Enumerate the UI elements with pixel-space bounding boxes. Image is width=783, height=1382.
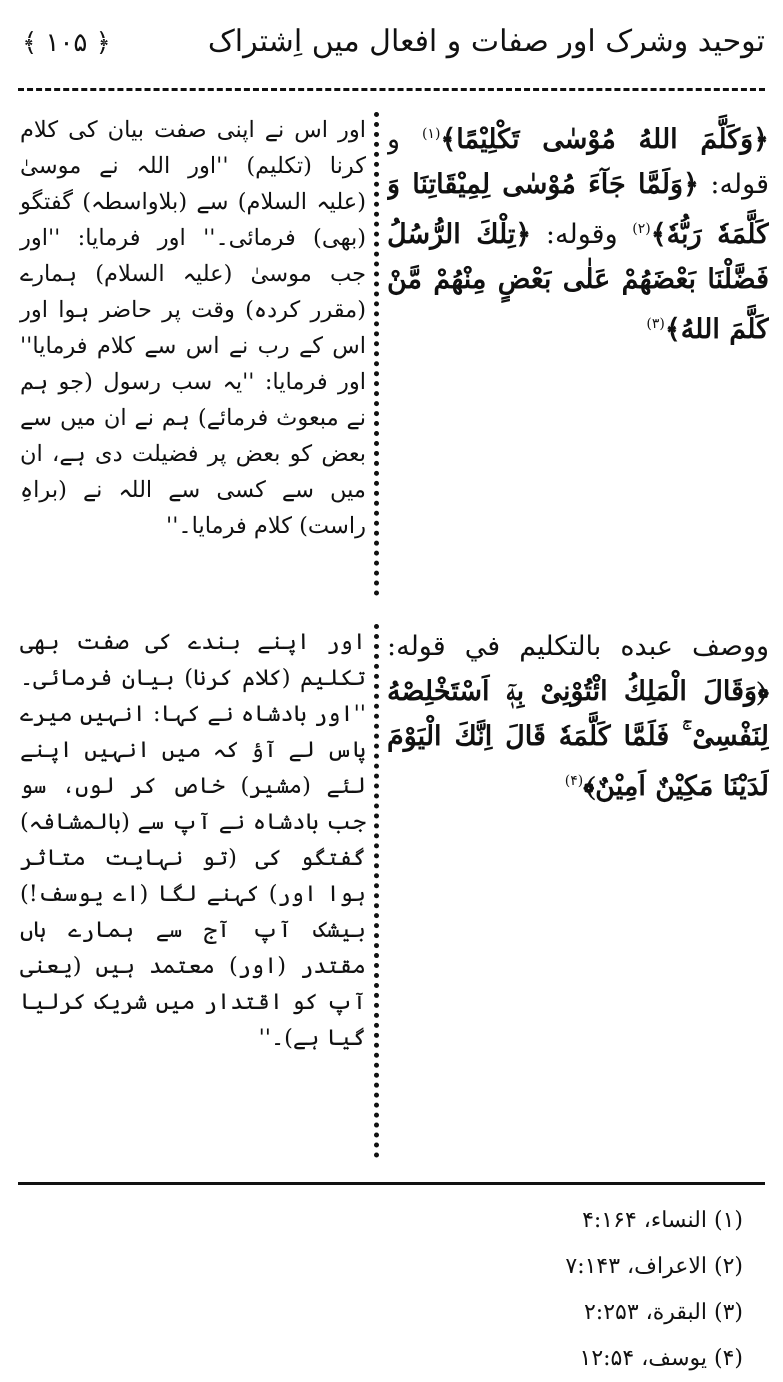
- page-header: [18, 20, 765, 82]
- footnote-ref-1: (۱): [421, 126, 441, 142]
- connector-text: وقوله:: [531, 219, 633, 250]
- arabic-text-2: [387, 624, 769, 1158]
- verse-1: ﴿وَكَلَّمَ اللهُ مُوْسٰى تَكْلِيْمًا﴾: [440, 124, 769, 155]
- footnote-ref-4: (۴): [564, 773, 584, 789]
- footnote-ref-3: (۳): [646, 316, 665, 332]
- urdu-translation-2: اور اپنے بندے کی صفت بھی تکلیم (کلام کرنا) بیان فرمائی۔ ''اور بادشاہ نے کہا: انہیں میرے پاس لے آؤ کہ میں انہیں اپنے لئے (مشیر) خاص کر لوں، سو جب بادشاہ نے آپ سے (بالمشافہ) گفتگو کی (تو نہایت متاثر ہوا اور) کہنے لگا (اے یوسف!) بیشک آپ آج سے ہمارے ہاں مقتدر (اور) معتمد ہیں (یعنی آپ کو اقتدار میں شریک کرلیا گیا ہے)۔'': [20, 629, 366, 1051]
- connector-text: و قوله:: [387, 124, 769, 200]
- urdu-translation-1: اور اس نے اپنی صفت بیان کی کلام کرنا (تکلیم) ''اور اللہ نے موسیٰ (علیہ السلام) سے (بلاواسطہ) گفتگو (بھی) فرمائی۔'' اور فرمایا: ''اور جب موسیٰ (علیہ السلام) ہمارے (مقرر کردہ) وقت پر حاضر ہوا اور اس کے رب نے اس سے کلام فرمایا'' اور فرمایا: ''یہ سب رسول (جو ہم نے مبعوث فرمائے) ہم نے ان میں سے بعض کو بعض پر فضیلت دی ہے، ان میں سے کسی سے اللہ نے (براہِ راست) کلام فرمایا۔'': [20, 117, 366, 539]
- verse-2: ﴿وَلَمَّا جَآءَ مُوْسٰى لِمِيْقَاتِنَا وَ كَلَّمَهٗ رَبُّهٗ﴾: [387, 169, 769, 250]
- page-number: ﴿ ۱۰۵ ﴾: [22, 28, 111, 58]
- header-divider: [18, 88, 765, 91]
- footnote-item: (۳) البقرة، ۲:۲۵۳: [583, 1300, 743, 1325]
- footnote-item: (۱) النساء، ۴:۱۶۴: [582, 1208, 743, 1233]
- footnote-item: (۲) الاعراف، ۷:۱۴۳: [565, 1254, 743, 1279]
- footnote-item: (۴) یوسف، ۱۲:۵۴: [579, 1346, 743, 1371]
- section-1: [14, 112, 769, 596]
- section-2: [14, 624, 769, 1158]
- footnote-divider: [18, 1182, 765, 1185]
- intro-text: ووصف عبده بالتكليم في قوله:: [387, 631, 769, 662]
- footnote-ref-2: (۲): [632, 221, 651, 237]
- verse-3: ﴿تِلْكَ الرُّسُلُ فَضَّلْنَا بَعْضَهُمْ عَلٰى بَعْضٍ مِنْهُمْ مَّنْ كَلَّمَ اللهُ﴾: [387, 219, 769, 345]
- column-divider: [374, 112, 379, 596]
- running-title: توحید وشرک اور صفات و افعال میں اِشتراک: [207, 24, 765, 59]
- footnotes: [565, 1198, 743, 1382]
- column-divider: [374, 624, 379, 1158]
- arabic-text-1: [387, 112, 769, 596]
- verse-4: ﴿وَقَالَ الْمَلِكُ ائْتُوْنِىْ بِهٖٓ اَسْتَخْلِصْهُ لِنَفْسِىْ ۚ فَلَمَّا كَلَّمَهٗ قَالَ اِنَّكَ الْيَوْمَ لَدَيْنَا مَكِيْنٌ اَمِيْنٌ﴾: [387, 676, 769, 802]
